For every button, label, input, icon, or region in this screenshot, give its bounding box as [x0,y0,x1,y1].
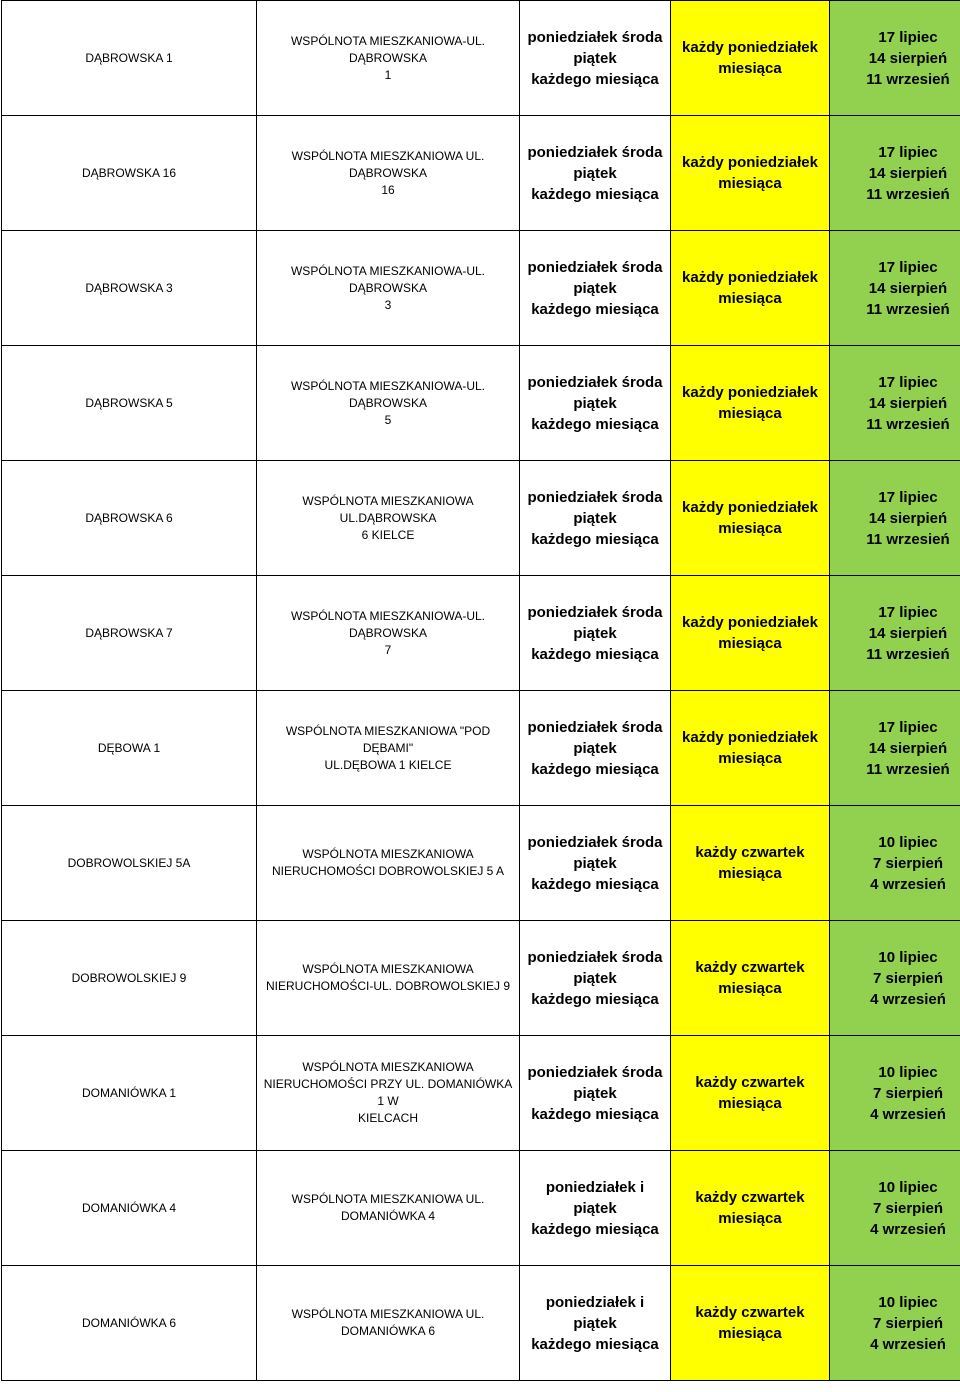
owner-cell [257,1151,520,1266]
owner-cell-line: 3 [384,297,392,312]
dates-cell-line: 14 sierpień [868,164,948,182]
dates-cell-line: 7 sierpień [872,1314,944,1332]
table-row [2,1,960,116]
dates-cell-line: 7 sierpień [872,969,944,987]
collection-days-cell [520,1151,671,1266]
owner-cell-line: WSPÓLNOTA MIESZKANIOWA-UL. DĄBROWSKA [290,608,486,640]
owner-cell [257,921,520,1036]
frequency-cell-line: każdy czwartek [695,844,805,861]
street-cell: DĄBROWSKA 1 [2,1,257,116]
frequency-cell-line: miesiąca [718,1325,782,1342]
frequency-cell-line: każdy poniedziałek [682,499,818,516]
frequency-cell-line: każdy poniedziałek [682,384,818,401]
collection-days-cell [520,1036,671,1151]
frequency-cell-line: każdy czwartek [695,959,805,976]
table-row [2,576,960,691]
frequency-cell-line: miesiąca [718,635,782,652]
dates-cell-line: 11 wrzesień [866,530,950,548]
frequency-cell-line: miesiąca [718,60,782,77]
dates-cell-line: 17 lipiec [878,28,938,46]
owner-cell-line: WSPÓLNOTA MIESZKANIOWA "POD DĘBAMI" [285,723,491,755]
collection-days-cell [520,1,671,116]
dates-cell-line: 10 lipiec [878,833,938,851]
dates-cell [830,116,960,231]
collection-days-cell-line: piątek [573,394,617,412]
collection-days-cell-line: piątek [573,739,617,757]
dates-cell [830,346,960,461]
collection-days-cell-line: piątek [573,854,617,872]
collection-days-cell-line: piątek [573,509,617,527]
frequency-cell-line: każdy poniedziałek [682,154,818,171]
owner-cell-line: 16 [381,182,395,197]
owner-cell [257,576,520,691]
frequency-cell-line: każdy poniedziałek [682,729,818,746]
collection-days-cell-line: każdego miesiąca [531,300,659,318]
dates-cell-line: 4 wrzesień [870,990,946,1008]
dates-cell [830,1,960,116]
frequency-cell-line: każdy czwartek [695,1189,805,1206]
frequency-cell-line: każdy czwartek [695,1304,805,1321]
collection-days-cell-line: poniedziałek środa [527,143,663,161]
dates-cell [830,691,960,806]
collection-days-cell [520,806,671,921]
owner-cell-line: 5 [384,412,392,427]
collection-days-cell-line: piątek [573,1084,617,1102]
street-cell: DĄBROWSKA 7 [2,576,257,691]
collection-days-cell-line: każdego miesiąca [531,645,659,663]
collection-days-cell-line: poniedziałek środa [527,1063,663,1081]
dates-cell-line: 11 wrzesień [866,300,950,318]
collection-days-cell-line: każdego miesiąca [531,530,659,548]
dates-cell-line: 17 lipiec [878,143,938,161]
dates-cell [830,806,960,921]
owner-cell [257,461,520,576]
collection-days-cell-line: każdego miesiąca [531,1105,659,1123]
frequency-cell [671,116,830,231]
dates-cell-line: 17 lipiec [878,718,938,736]
frequency-cell-line: każdy czwartek [695,1074,805,1091]
dates-cell-line: 14 sierpień [868,624,948,642]
collection-days-cell-line: piątek [573,279,617,297]
table-row [2,346,960,461]
dates-cell-line: 14 sierpień [868,279,948,297]
collection-days-cell-line: poniedziałek i piątek [545,1293,645,1332]
frequency-cell [671,1151,830,1266]
frequency-cell [671,1036,830,1151]
dates-cell [830,921,960,1036]
collection-days-cell [520,231,671,346]
owner-cell-line: WSPÓLNOTA MIESZKANIOWA-UL. DĄBROWSKA [290,263,486,295]
owner-cell-line: KIELCACH [357,1111,419,1125]
owner-cell [257,691,520,806]
dates-cell-line: 10 lipiec [878,1293,938,1311]
owner-cell [257,116,520,231]
owner-cell [257,1266,520,1381]
frequency-cell-line: każdy poniedziałek [682,269,818,286]
collection-days-cell-line: piątek [573,49,617,67]
dates-cell-line: 17 lipiec [878,603,938,621]
owner-cell [257,346,520,461]
frequency-cell-line: każdy poniedziałek [682,39,818,56]
street-cell: DOBROWOLSKIEJ 9 [2,921,257,1036]
owner-cell-line: WSPÓLNOTA MIESZKANIOWA [302,847,474,861]
dates-cell [830,461,960,576]
collection-days-cell-line: poniedziałek środa [527,603,663,621]
frequency-cell [671,806,830,921]
table-row [2,691,960,806]
table-row [2,1266,960,1381]
dates-cell-line: 10 lipiec [878,1063,938,1081]
frequency-cell-line: miesiąca [718,175,782,192]
dates-cell-line: 4 wrzesień [870,1335,946,1353]
collection-days-cell-line: piątek [573,969,617,987]
frequency-cell [671,461,830,576]
owner-cell-line: DOMANIÓWKA 6 [340,1324,435,1338]
collection-days-cell [520,921,671,1036]
table-row [2,231,960,346]
dates-cell-line: 10 lipiec [878,948,938,966]
dates-cell-line: 11 wrzesień [866,760,950,778]
collection-days-cell-line: poniedziałek środa [527,833,663,851]
table-row [2,806,960,921]
dates-cell [830,1266,960,1381]
owner-cell [257,231,520,346]
street-cell: DOMANIÓWKA 6 [2,1266,257,1381]
dates-cell-line: 7 sierpień [872,854,944,872]
dates-cell-line: 7 sierpień [872,1199,944,1217]
frequency-cell [671,576,830,691]
collection-days-cell-line: piątek [573,164,617,182]
dates-cell-line: 14 sierpień [868,49,948,67]
frequency-cell-line: miesiąca [718,980,782,997]
owner-cell-line: WSPÓLNOTA MIESZKANIOWA [302,1060,474,1074]
collection-days-cell-line: każdego miesiąca [531,415,659,433]
dates-cell-line: 11 wrzesień [866,185,950,203]
table-row [2,461,960,576]
frequency-cell-line: miesiąca [718,1095,782,1112]
dates-cell-line: 17 lipiec [878,258,938,276]
owner-cell-line: WSPÓLNOTA MIESZKANIOWA-UL. DĄBROWSKA [290,378,486,410]
owner-cell-line: WSPÓLNOTA MIESZKANIOWA UL. [291,1307,485,1321]
collection-days-cell [520,461,671,576]
owner-cell-line: WSPÓLNOTA MIESZKANIOWA-UL. DĄBROWSKA [290,33,486,65]
collection-days-cell-line: piątek [573,624,617,642]
owner-cell-line: 1 [384,67,392,82]
dates-cell [830,1151,960,1266]
collection-days-cell-line: poniedziałek środa [527,948,663,966]
owner-cell-line: NIERUCHOMOŚCI-UL. DOBROWOLSKIEJ 9 [265,979,511,993]
collection-days-cell-line: poniedziałek i piątek [545,1178,645,1217]
owner-cell [257,1,520,116]
owner-cell-line: DOMANIÓWKA 4 [340,1209,435,1223]
collection-days-cell-line: każdego miesiąca [531,760,659,778]
frequency-cell [671,1266,830,1381]
frequency-cell [671,1,830,116]
street-cell: DĄBROWSKA 5 [2,346,257,461]
dates-cell-line: 14 sierpień [868,739,948,757]
collection-days-cell-line: każdego miesiąca [531,185,659,203]
dates-cell-line: 11 wrzesień [866,70,950,88]
owner-cell-line: NIERUCHOMOŚCI PRZY UL. DOMANIÓWKA 1 W [263,1077,513,1108]
street-cell: DĘBOWA 1 [2,691,257,806]
owner-cell-line: WSPÓLNOTA MIESZKANIOWA UL. [291,1192,485,1206]
dates-cell-line: 14 sierpień [868,509,948,527]
owner-cell-line: 7 [384,642,392,657]
dates-cell-line: 11 wrzesień [866,645,950,663]
collection-days-cell-line: każdego miesiąca [531,990,659,1008]
dates-cell-line: 11 wrzesień [866,415,950,433]
owner-cell-line: UL.DĘBOWA 1 KIELCE [324,757,452,772]
frequency-cell-line: miesiąca [718,750,782,767]
collection-days-cell-line: każdego miesiąca [531,875,659,893]
collection-days-cell-line: każdego miesiąca [531,1335,659,1353]
owner-cell-line: WSPÓLNOTA MIESZKANIOWA [302,962,474,976]
frequency-cell-line: miesiąca [718,520,782,537]
frequency-cell-line: miesiąca [718,865,782,882]
frequency-cell-line: miesiąca [718,290,782,307]
owner-cell-line: WSPÓLNOTA MIESZKANIOWA UL.DĄBROWSKA [302,493,474,525]
street-cell: DOBROWOLSKIEJ 5A [2,806,257,921]
collection-days-cell-line: każdego miesiąca [531,70,659,88]
dates-cell-line: 4 wrzesień [870,1105,946,1123]
frequency-cell-line: każdy poniedziałek [682,614,818,631]
street-cell: DOMANIÓWKA 4 [2,1151,257,1266]
dates-cell [830,231,960,346]
collection-days-cell-line: poniedziałek środa [527,488,663,506]
collection-days-cell [520,576,671,691]
collection-days-cell-line: poniedziałek środa [527,258,663,276]
frequency-cell [671,691,830,806]
collection-days-cell [520,116,671,231]
dates-cell-line: 4 wrzesień [870,1220,946,1238]
street-cell: DĄBROWSKA 6 [2,461,257,576]
schedule-table-body [2,1,960,1381]
collection-days-cell-line: każdego miesiąca [531,1220,659,1238]
table-row [2,116,960,231]
owner-cell [257,806,520,921]
dates-cell-line: 7 sierpień [872,1084,944,1102]
street-cell: DĄBROWSKA 3 [2,231,257,346]
owner-cell [257,1036,520,1151]
owner-cell-line: 6 KIELCE [361,527,415,542]
owner-cell-line: NIERUCHOMOŚCI DOBROWOLSKIEJ 5 A [271,864,505,878]
dates-cell-line: 4 wrzesień [870,875,946,893]
schedule-table [1,0,960,1381]
collection-days-cell-line: poniedziałek środa [527,718,663,736]
frequency-cell [671,231,830,346]
collection-days-cell [520,691,671,806]
table-row [2,921,960,1036]
collection-days-cell-line: poniedziałek środa [527,28,663,46]
frequency-cell-line: miesiąca [718,405,782,422]
collection-days-cell [520,1266,671,1381]
table-row [2,1151,960,1266]
street-cell: DOMANIÓWKA 1 [2,1036,257,1151]
street-cell: DĄBROWSKA 16 [2,116,257,231]
dates-cell [830,576,960,691]
table-row [2,1036,960,1151]
frequency-cell [671,921,830,1036]
collection-days-cell-line: poniedziałek środa [527,373,663,391]
frequency-cell-line: miesiąca [718,1210,782,1227]
dates-cell-line: 14 sierpień [868,394,948,412]
dates-cell-line: 17 lipiec [878,488,938,506]
dates-cell-line: 17 lipiec [878,373,938,391]
dates-cell-line: 10 lipiec [878,1178,938,1196]
dates-cell [830,1036,960,1151]
frequency-cell [671,346,830,461]
owner-cell-line: WSPÓLNOTA MIESZKANIOWA UL. DĄBROWSKA [291,148,485,180]
collection-days-cell [520,346,671,461]
